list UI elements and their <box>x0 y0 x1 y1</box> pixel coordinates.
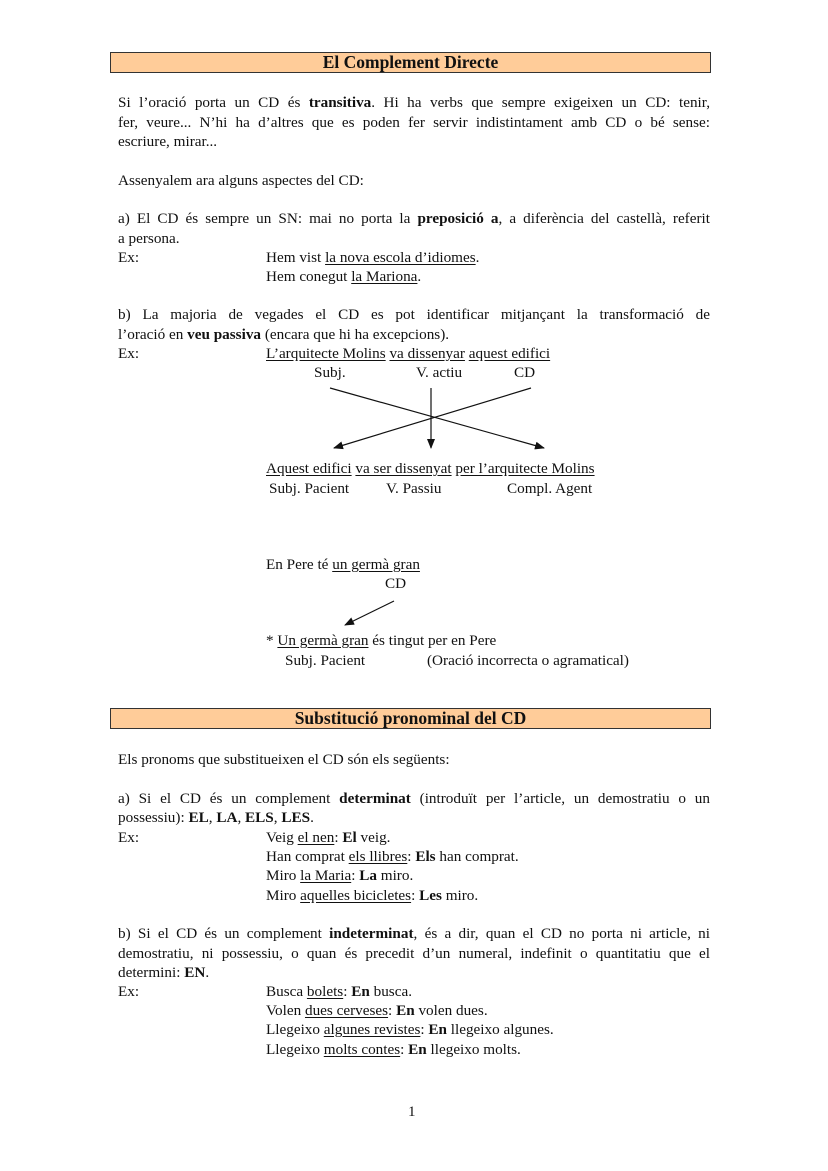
text: : <box>388 1002 397 1019</box>
point-a-line-2: a persona. <box>118 230 180 247</box>
bold-term-veu-passiva: veu passiva <box>187 326 262 343</box>
s2-point-b-line-1 <box>118 924 710 943</box>
pronoun: Les <box>419 887 442 904</box>
text: * <box>266 632 278 649</box>
text: a) El CD és sempre un SN: mai no porta la <box>118 210 418 227</box>
pronoun: El <box>342 829 357 846</box>
underlined-cd: aquelles bicicletes <box>300 887 412 904</box>
text: Miro <box>266 867 301 884</box>
example-sentence <box>266 1040 521 1059</box>
pronoun: En <box>428 1021 447 1038</box>
text: Veig <box>266 829 298 846</box>
underlined-cd: els llibres <box>348 848 408 865</box>
bold-term-indeterminat: indeterminat <box>329 925 414 942</box>
example-sentence <box>266 866 413 885</box>
text: és tingut per en Pere <box>368 632 497 649</box>
label-subj-pacient: Subj. Pacient <box>269 480 350 497</box>
text: Volen <box>266 1002 305 1019</box>
text: miro. <box>376 867 414 884</box>
text: . <box>205 964 210 981</box>
example-sentence <box>266 886 478 905</box>
text: Han comprat <box>266 848 349 865</box>
section-title-substitucio-pronominal: Substitució pronominal del CD <box>110 708 711 729</box>
underlined-cd: bolets <box>306 983 344 1000</box>
text: han comprat. <box>435 848 519 865</box>
text: (introduït per l’article, un demostratiu o un <box>410 790 710 807</box>
text: , <box>273 809 282 826</box>
text: . <box>417 268 422 285</box>
example-label: Ex: <box>118 345 140 362</box>
underlined-cd: aquest edifici <box>468 345 551 362</box>
text: , <box>237 809 246 826</box>
underlined-cd: la Maria <box>300 867 352 884</box>
text: : <box>407 848 416 865</box>
underlined-subject: L’arquitecte Molins <box>266 345 386 362</box>
underlined-cd: el nen <box>297 829 335 846</box>
underlined-cd: algunes revistes <box>323 1021 421 1038</box>
text: Hem vist <box>266 249 326 266</box>
text: l’oració en <box>118 326 188 343</box>
example-label: Ex: <box>118 829 140 846</box>
label-subj: Subj. <box>314 364 346 381</box>
label-cd: CD <box>514 364 536 381</box>
example-sentence <box>266 847 519 866</box>
underlined-cd: un germà gran <box>332 556 420 573</box>
s2-point-a-line-1 <box>118 789 710 808</box>
example-sentence <box>266 1001 488 1020</box>
text: Llegeixo <box>266 1041 324 1058</box>
aspects-intro: Assenyalem ara alguns aspectes del CD: <box>118 172 364 189</box>
text: , <box>208 809 217 826</box>
s2-point-b-line-3 <box>118 963 209 982</box>
example2-passive-sentence <box>266 631 496 650</box>
pronoun: En <box>408 1041 427 1058</box>
text: : <box>343 983 352 1000</box>
s2-point-b-line-2: demostratiu, ni possessiu, o quan és precedit d’un numeral, indefinit o quantitatiu que el <box>118 945 710 962</box>
text: En Pere té <box>266 556 333 573</box>
example-sentence <box>266 982 412 1001</box>
example-label: Ex: <box>118 249 140 266</box>
underlined-verb: va ser dissenyat <box>355 460 452 477</box>
text: : <box>420 1021 429 1038</box>
text: , és a dir, quan el CD no porta ni article, ni <box>413 925 710 942</box>
pronoun: En <box>396 1002 415 1019</box>
text: Busca <box>266 983 307 1000</box>
pronoun: Els <box>415 848 436 865</box>
pronoun-els: ELS <box>245 809 274 826</box>
text: , a diferència del castellà, referit <box>498 210 710 227</box>
label-compl-agent: Compl. Agent <box>507 480 593 497</box>
text: determini: <box>118 964 185 981</box>
text: : <box>351 867 360 884</box>
text: miro. <box>441 887 479 904</box>
arrow-cd-to-subj-pacient-icon <box>345 601 394 625</box>
bold-term-determinat: determinat <box>339 790 411 807</box>
text: volen dues. <box>414 1002 488 1019</box>
bold-term-transitiva: transitiva <box>308 94 372 111</box>
underlined-agent: per l’arquitecte Molins <box>455 460 595 477</box>
text: veig. <box>356 829 391 846</box>
page-number: 1 <box>408 1104 416 1120</box>
text: Hem conegut <box>266 268 352 285</box>
passive-sentence <box>266 459 595 478</box>
example-sentence <box>266 1020 554 1039</box>
text: llegeixo algunes. <box>446 1021 554 1038</box>
label-cd: CD <box>385 575 407 592</box>
text: : <box>400 1041 409 1058</box>
example2-sentence <box>266 555 420 574</box>
s2-point-a-line-2 <box>118 808 314 827</box>
text: busca. <box>369 983 412 1000</box>
label-verb-actiu: V. actiu <box>416 364 463 381</box>
pronoun-les: LES <box>281 809 311 826</box>
pronoun-el: EL <box>188 809 209 826</box>
underlined-cd: la Mariona <box>351 268 418 285</box>
section2-intro: Els pronoms que substitueixen el CD són els següents: <box>118 751 450 768</box>
label-verb-passiu: V. Passiu <box>386 480 442 497</box>
pronoun: En <box>351 983 370 1000</box>
point-b-line-1: b) La majoria de vegades el CD es pot identificar mitjançant la transformació de <box>118 306 710 323</box>
intro-line-2: fer, veure... N’hi ha d’altres que es poden fer servir indistintament amb CD o bé sense: <box>118 114 710 131</box>
underlined-verb: va dissenyar <box>389 345 465 362</box>
text: a) Si el CD és un complement <box>118 790 340 807</box>
bold-term-preposicio-a: preposició a <box>417 210 499 227</box>
text: possessiu): <box>118 809 189 826</box>
text: : <box>411 887 420 904</box>
text: . <box>310 809 314 826</box>
example-sentence <box>266 828 390 847</box>
underlined-cd: dues cerveses <box>304 1002 389 1019</box>
example-label: Ex: <box>118 983 140 1000</box>
pronoun: La <box>359 867 377 884</box>
incorrect-note: (Oració incorrecta o agramatical) <box>427 652 629 669</box>
underlined-subject: Aquest edifici <box>266 460 352 477</box>
text: Miro <box>266 887 301 904</box>
intro-line-3: escriure, mirar... <box>118 133 218 150</box>
section-title-complement-directe: El Complement Directe <box>110 52 711 73</box>
text: Si l’oració porta un CD és <box>118 94 309 111</box>
text: : <box>334 829 343 846</box>
pronoun-en: EN <box>184 964 206 981</box>
text: (encara que hi ha excepcions). <box>261 326 450 343</box>
text: . <box>475 249 480 266</box>
text: llegeixo molts. <box>426 1041 521 1058</box>
label-subj-pacient: Subj. Pacient <box>285 652 366 669</box>
text: Llegeixo <box>266 1021 324 1038</box>
text: b) Si el CD és un complement <box>118 925 330 942</box>
underlined-cd: molts contes <box>323 1041 401 1058</box>
underlined-cd: la nova escola d’idiomes <box>325 249 476 266</box>
text: . Hi ha verbs que sempre exigeixen un CD: tenir, <box>371 94 710 111</box>
underlined-subject: Un germà gran <box>277 632 369 649</box>
pronoun-la: LA <box>216 809 238 826</box>
